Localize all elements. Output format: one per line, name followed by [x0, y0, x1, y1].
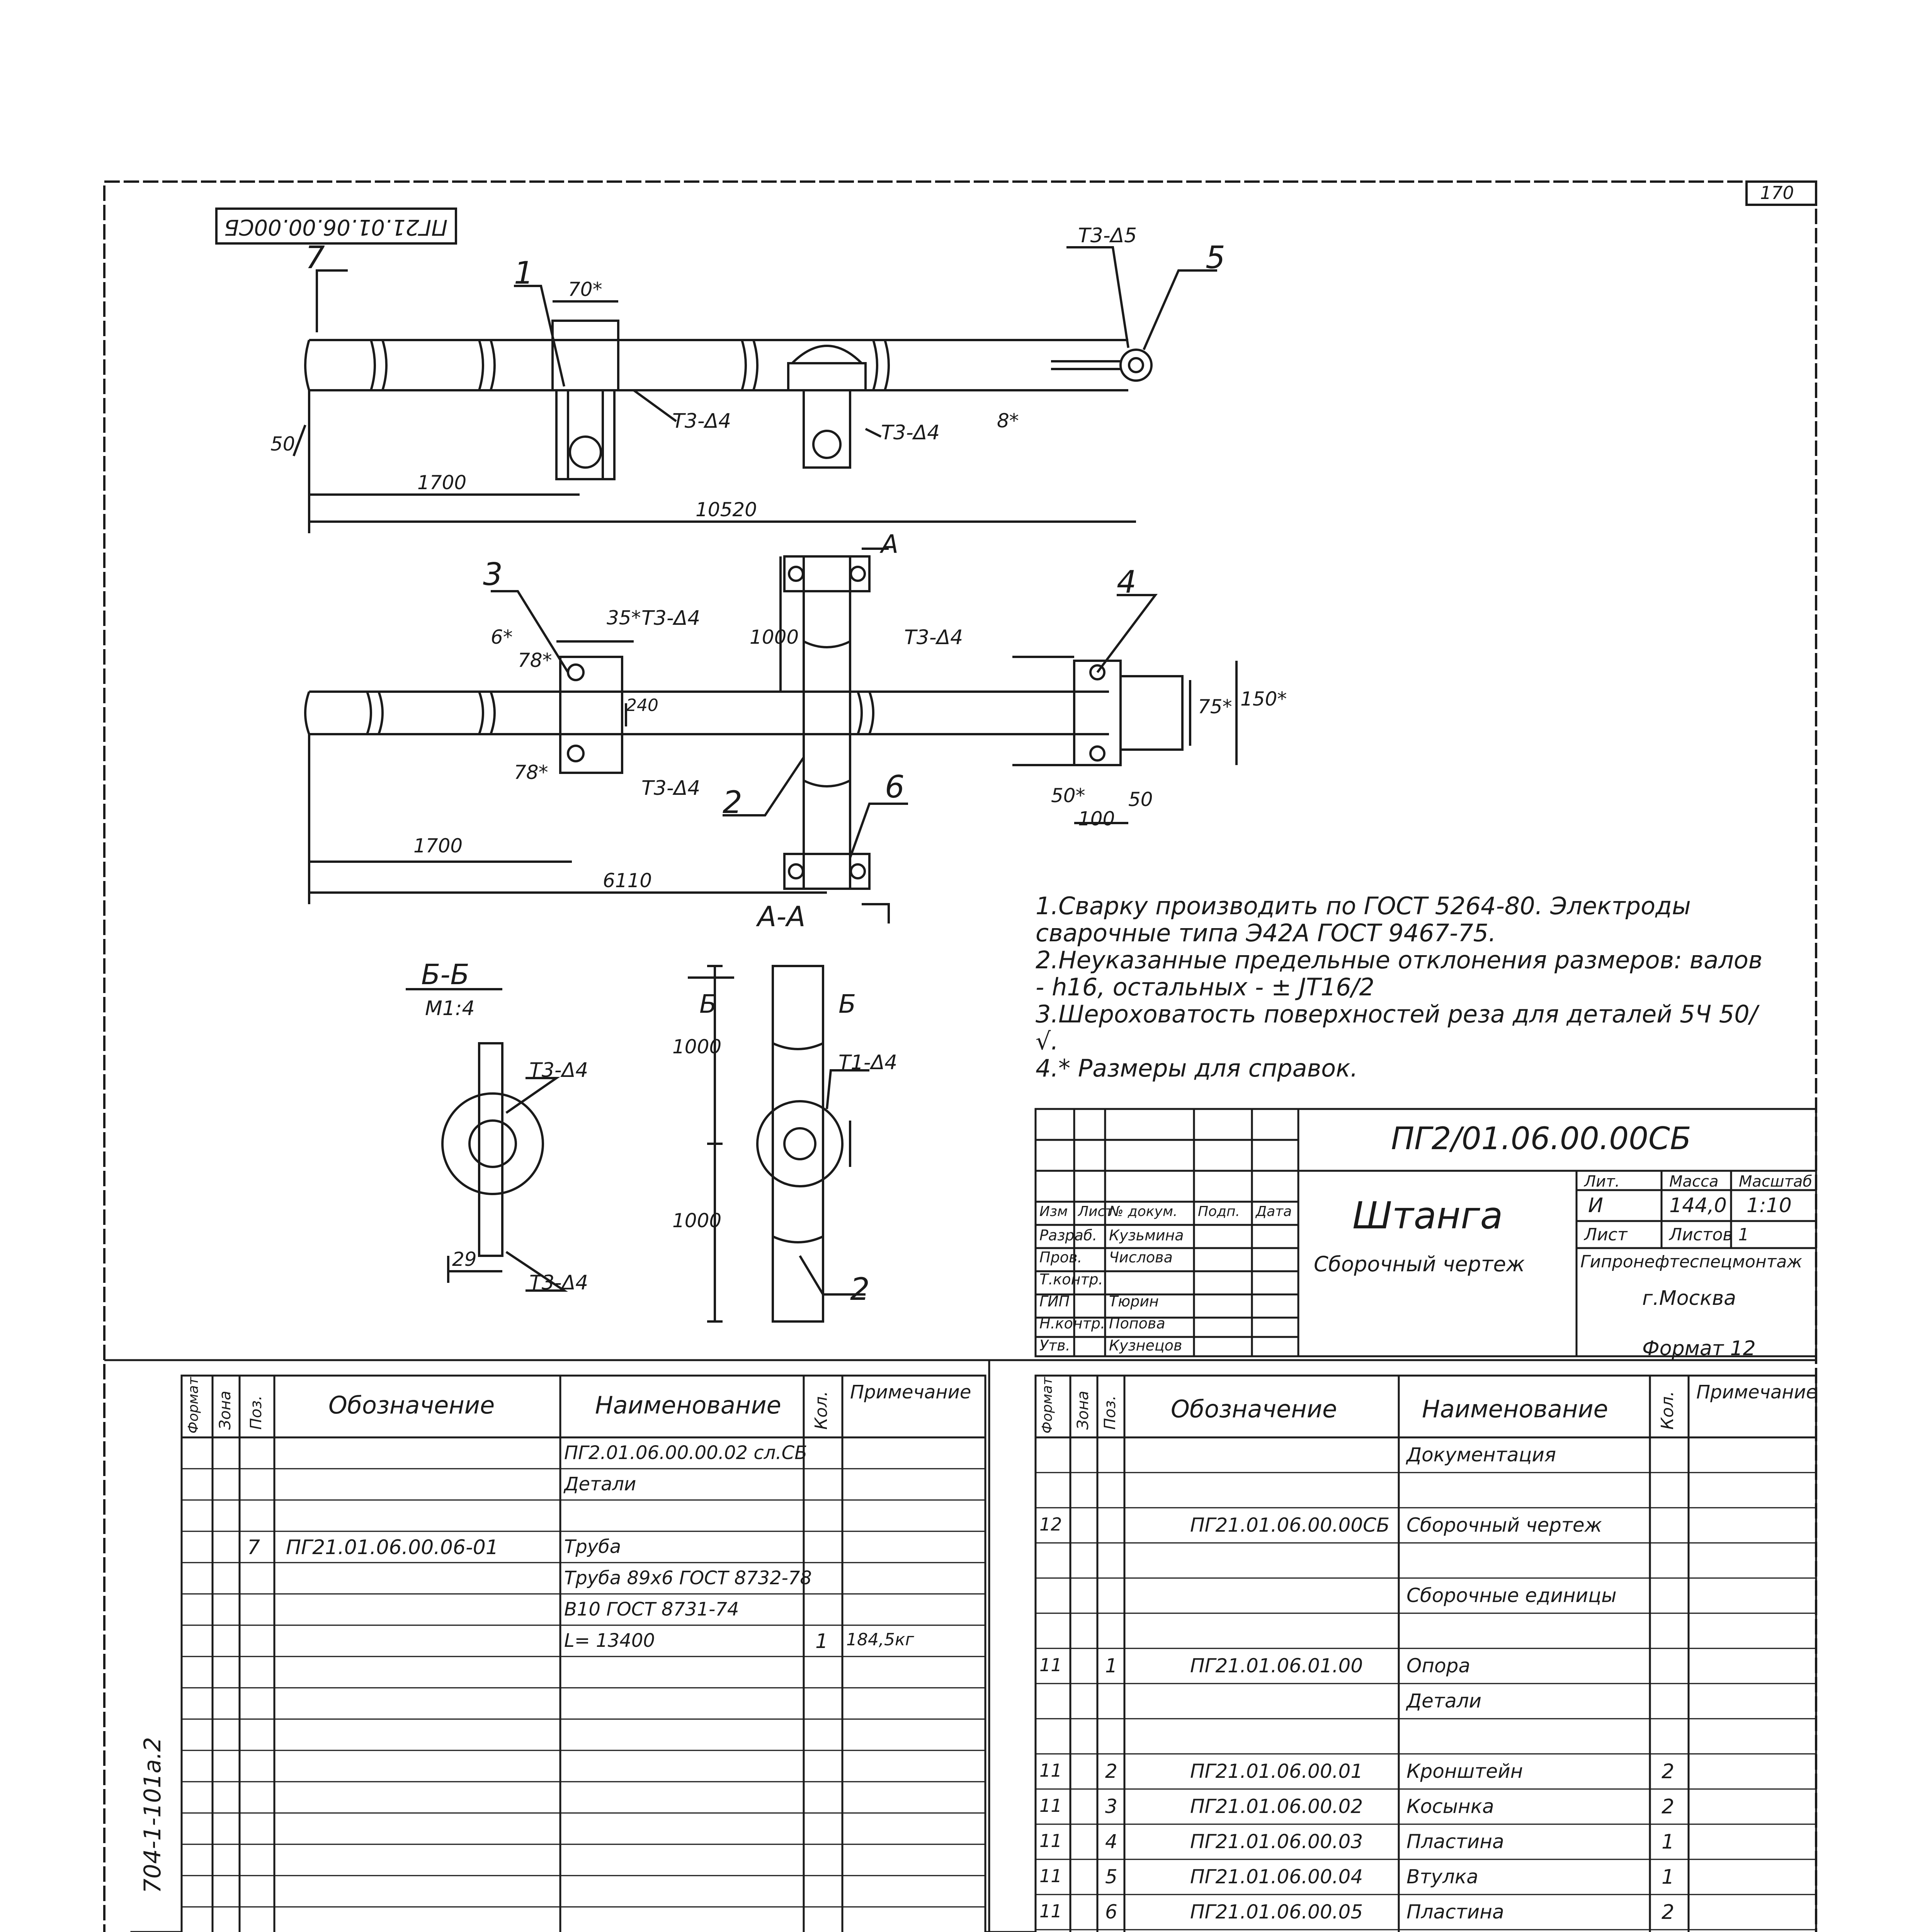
- left-row-note: 184,5кг: [846, 1630, 914, 1650]
- right-row-pos: 1: [1105, 1655, 1117, 1677]
- title-top-person-role: Т.контр.: [1039, 1271, 1103, 1288]
- right-row-pos: 6: [1105, 1901, 1117, 1923]
- title-top-designation: ПГ2/01.06.00.00СБ: [1391, 1121, 1691, 1156]
- title-top-sheets-label: Листов 1: [1669, 1225, 1749, 1245]
- left-header-qty: Кол.: [811, 1391, 831, 1430]
- title-top-org: Гипронефтеспецмонтаж: [1580, 1252, 1802, 1272]
- right-row-name: Опора: [1406, 1655, 1471, 1677]
- section-aa-label: А-А: [757, 900, 806, 933]
- title-top-format: Формат 12: [1642, 1337, 1756, 1360]
- dim-1000: 1000: [750, 626, 799, 648]
- title-top-person-role: Н.контр.: [1039, 1315, 1105, 1332]
- left-margin-code: 704-1-101а.2: [139, 1737, 166, 1893]
- right-row-name: Кронштейн: [1406, 1760, 1523, 1782]
- callout-3: 3: [483, 556, 503, 592]
- right-row-format: 11: [1039, 1760, 1062, 1781]
- right-row-qty: 2: [1662, 1901, 1675, 1924]
- section-bb-view: [406, 989, 564, 1291]
- title-top-name: Штанга: [1352, 1194, 1503, 1237]
- right-row-name: Сборочные единицы: [1406, 1584, 1617, 1607]
- title-top-person-name: Попова: [1109, 1315, 1165, 1332]
- dim-1000c: 1000: [672, 1209, 722, 1232]
- right-row-qty: 2: [1662, 1760, 1675, 1783]
- title-top-scale: 1:10: [1747, 1194, 1792, 1217]
- right-header-zone: Зона: [1074, 1391, 1092, 1430]
- right-row-format: 11: [1039, 1830, 1062, 1851]
- title-top-sheet-label: Лист: [1584, 1225, 1628, 1245]
- dim-35: 35*: [607, 607, 641, 629]
- dim-78b: 78*: [514, 761, 548, 784]
- note-line: 1.Сварку производить по ГОСТ 5264-80. Электроды сварочные типа Э42А ГОСТ 9467-75.: [1036, 892, 1691, 947]
- dim-75: 75*: [1198, 696, 1232, 718]
- right-row-designation: ПГ21.01.06.01.00: [1190, 1655, 1363, 1677]
- weld-label: Т3-Δ4: [641, 777, 701, 800]
- dim-8: 8*: [997, 410, 1019, 432]
- title-top-mass-label: Масса: [1669, 1173, 1719, 1190]
- left-row-name: ПГ2.01.06.00.00.02 сл.СБ: [564, 1442, 808, 1464]
- right-header-qty: Кол.: [1658, 1391, 1677, 1430]
- right-header-note: Примечание: [1696, 1381, 1818, 1403]
- right-row-name: Пластина: [1406, 1901, 1504, 1923]
- weld-label: Т3-Δ4: [529, 1059, 588, 1082]
- right-header-designation: Обозначение: [1171, 1395, 1337, 1423]
- callout-7: 7: [305, 240, 325, 276]
- dim-240: 240: [626, 696, 658, 715]
- right-row-qty: 1: [1662, 1830, 1675, 1854]
- dim-10520: 10520: [696, 498, 757, 521]
- right-header-format: Формат: [1039, 1377, 1055, 1434]
- right-row-designation: ПГ21.01.06.00.00СБ: [1190, 1514, 1390, 1536]
- section-bb-scale: М1:4: [425, 997, 475, 1020]
- dim-29: 29: [452, 1248, 477, 1270]
- dim-6: 6*: [491, 626, 513, 648]
- section-b-marker: Б: [838, 989, 856, 1019]
- section-a-marker: А: [881, 529, 899, 559]
- title-top-person-role: Пров.: [1039, 1249, 1082, 1266]
- left-row-name: Труба 89х6 ГОСТ 8732-78: [564, 1567, 812, 1589]
- right-header-pos: Поз.: [1101, 1395, 1119, 1430]
- right-row-name: Втулка: [1406, 1866, 1478, 1888]
- right-row-format: 11: [1039, 1655, 1062, 1675]
- right-row-qty: 1: [1662, 1866, 1675, 1889]
- dim-1700b: 1700: [413, 835, 463, 857]
- dim-1000b: 1000: [672, 1036, 722, 1058]
- callout-5: 5: [1206, 240, 1225, 276]
- dim-1700: 1700: [417, 471, 467, 494]
- right-header-name: Наименование: [1422, 1395, 1608, 1423]
- right-row-pos: 5: [1105, 1866, 1117, 1888]
- left-row-pos: 7: [247, 1536, 260, 1559]
- title-top-role-header: Лист: [1078, 1204, 1114, 1219]
- title-top-lit: И: [1588, 1194, 1603, 1217]
- left-header-note: Примечание: [850, 1381, 971, 1403]
- section-aa-view: [688, 966, 869, 1321]
- left-header-designation: Обозначение: [328, 1391, 495, 1419]
- left-row-qty: 1: [815, 1630, 828, 1653]
- title-top-lit-label: Лит.: [1584, 1173, 1620, 1190]
- title-top-mass: 144,0: [1669, 1194, 1727, 1217]
- title-top-person-name: Тюрин: [1109, 1293, 1159, 1310]
- title-top-person-role: ГИП: [1039, 1293, 1070, 1310]
- right-row-name: Документация: [1406, 1444, 1556, 1466]
- dim-50c: 50: [1128, 788, 1153, 811]
- weld-label: Т3-Δ4: [904, 626, 963, 649]
- right-row-name: Пластина: [1406, 1830, 1504, 1853]
- right-row-format: 11: [1039, 1795, 1062, 1816]
- title-top-doctype: Сборочный чертеж: [1314, 1252, 1525, 1276]
- right-row-name: Детали: [1406, 1690, 1482, 1712]
- right-row-qty: 2: [1662, 1795, 1675, 1818]
- rod-plan-view: [305, 549, 1236, 923]
- right-row-designation: ПГ21.01.06.00.04: [1190, 1866, 1363, 1888]
- right-row-pos: 4: [1105, 1830, 1117, 1853]
- weld-label: Т3-Δ4: [881, 421, 940, 444]
- note-line: 4.* Размеры для справок.: [1036, 1054, 1358, 1082]
- dim-150: 150*: [1240, 688, 1287, 710]
- left-row-name: Детали: [564, 1473, 636, 1495]
- dim-50: 50: [270, 433, 295, 455]
- right-row-designation: ПГ21.01.06.00.03: [1190, 1830, 1363, 1853]
- right-row-pos: 2: [1105, 1760, 1117, 1782]
- dim-70: 70*: [568, 278, 602, 301]
- section-bb-label: Б-Б: [421, 958, 469, 991]
- left-row-name: Труба: [564, 1536, 621, 1558]
- callout-6: 6: [885, 769, 905, 805]
- right-row-format: 12: [1039, 1514, 1062, 1535]
- dim-78: 78*: [518, 649, 552, 672]
- left-header-format: Формат: [185, 1377, 201, 1434]
- title-top-role-header: Дата: [1256, 1204, 1292, 1219]
- callout-2b: 2: [850, 1271, 870, 1307]
- section-b-marker: Б: [699, 989, 717, 1019]
- right-row-format: 11: [1039, 1866, 1062, 1886]
- right-row-format: 11: [1039, 1901, 1062, 1922]
- weld-label: Т3-Δ4: [529, 1271, 588, 1294]
- title-top-person-name: Кузнецов: [1109, 1337, 1182, 1354]
- callout-4: 4: [1117, 564, 1136, 600]
- right-row-pos: 3: [1105, 1795, 1117, 1818]
- right-row-designation: ПГ21.01.06.00.02: [1190, 1795, 1363, 1818]
- callout-2: 2: [723, 784, 742, 820]
- left-row-name: L= 13400: [564, 1630, 655, 1651]
- right-row-name: Косынка: [1406, 1795, 1494, 1818]
- top-stamp: ПГ21.01.06.00.00СБ: [224, 214, 448, 240]
- page-number: 170: [1760, 182, 1794, 203]
- title-top-scale-label: Масштаб: [1739, 1173, 1813, 1190]
- title-top-role-header: Изм: [1039, 1204, 1068, 1219]
- title-top-person-role: Утв.: [1039, 1337, 1070, 1354]
- technical-notes: [1036, 893, 1770, 1082]
- title-top-role-header: Подп.: [1198, 1204, 1240, 1219]
- title-top-person-name: Числова: [1109, 1249, 1173, 1266]
- dim-6110: 6110: [603, 869, 652, 892]
- title-top-person-role: Разраб.: [1039, 1227, 1097, 1244]
- dim-50b: 50*: [1051, 784, 1085, 807]
- weld-label: Т3-Δ5: [1078, 224, 1137, 247]
- title-top-city: г.Москва: [1642, 1287, 1736, 1310]
- note-line: 2.Неуказанные предельные отклонения размеров: валов - h16, остальных - ± JT16/2: [1036, 946, 1763, 1001]
- left-row-designation: ПГ21.01.06.00.06-01: [286, 1536, 498, 1559]
- note-line: 3.Шероховатость поверхностей реза для деталей 5Ч 50/√.: [1036, 1000, 1758, 1055]
- weld-label: Т3-Δ4: [672, 410, 731, 433]
- title-top-role-header: № докум.: [1109, 1204, 1178, 1219]
- title-top-person-name: Кузьмина: [1109, 1227, 1184, 1244]
- weld-label: Т1-Δ4: [838, 1051, 898, 1074]
- left-row-name: В10 ГОСТ 8731-74: [564, 1599, 739, 1620]
- right-row-name: Сборочный чертеж: [1406, 1514, 1602, 1536]
- right-row-designation: ПГ21.01.06.00.05: [1190, 1901, 1363, 1923]
- right-row-designation: ПГ21.01.06.00.01: [1190, 1760, 1363, 1782]
- dim-100: 100: [1078, 808, 1115, 830]
- left-header-zone: Зона: [216, 1391, 234, 1430]
- left-header-pos: Поз.: [247, 1395, 265, 1430]
- callout-1: 1: [514, 255, 534, 291]
- weld-label: Т3-Δ4: [641, 607, 701, 630]
- left-header-name: Наименование: [595, 1391, 781, 1419]
